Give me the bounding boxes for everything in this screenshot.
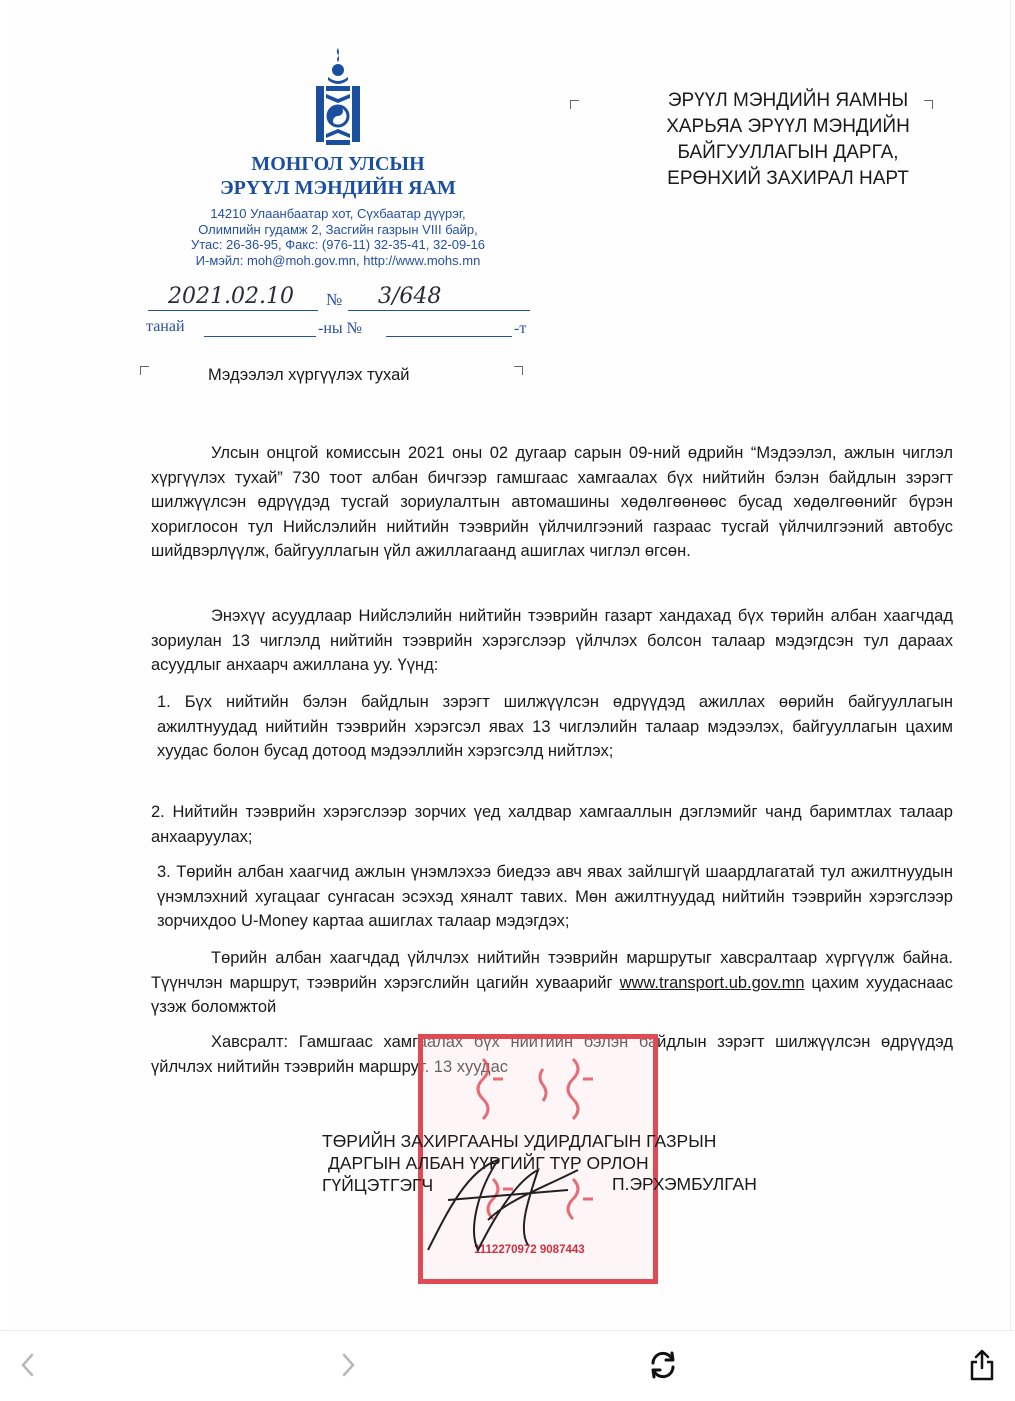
paragraph-3-text: Төрийн албан хаагчдад үйлчлэх нийтийн тээврийн маршрутыг хавсралтаар хүргүүлж байна. Түүнчлэн маршрут, тээврийн хэрэгслийн цагийн хуваарийг	[151, 949, 953, 992]
tanai-label: танай	[146, 318, 185, 335]
signatory-title-line: ГҮЙЦЭТГЭГЧ	[322, 1175, 434, 1195]
address-line: Олимпийн гудамж 2, Засгийн газрын VIII байр,	[198, 221, 478, 237]
bottom-toolbar	[0, 1330, 1015, 1401]
t-label: -т	[514, 320, 527, 337]
list-item-3: 3. Төрийн албан хаагчид ажлын үнэмлэхээ биедээ авч явах зайлшгүй шаардлагатай тул ажилтнуудын үнэмлэхний хугацааг сунгасан эсэхэд хяналт тавих. Мөн ажилтнуудад нийтийн тээврийн хэрэгслээр зорчихдоо U-Money картаа ашиглах талаар мэдэгдэх;	[157, 863, 953, 931]
address-line: И-мэйл: moh@moh.gov.mn, http://www.mohs.mn	[195, 252, 481, 268]
share-icon	[968, 1348, 996, 1382]
recipient-line: ЕРӨНХИЙ ЗАХИРАЛ НАРТ	[667, 168, 909, 189]
soyombo-emblem-icon	[308, 44, 368, 154]
ministry-name	[158, 152, 518, 200]
date-number-line	[148, 284, 533, 314]
list-item-1: 1. Бүх нийтийн бэлэн байдлын зэрэгт шилжүүлсэн өдрүүдэд ажиллах өөрийн байгууллагын ажилтнуудад нийтийн тээврийн хэрэгсэл явах 13 чиглэлийн талаар мэдээлэх, байгууллагын цахим хуудас болон бусад дотоод мэдээллийн хэрэгсэлд нийтлэх;	[157, 693, 953, 761]
reference-line	[146, 318, 536, 340]
refresh-icon	[646, 1348, 680, 1382]
recipient-block	[648, 88, 928, 192]
corner-bracket	[140, 366, 149, 375]
recipient-line: БАЙГУУЛЛАГЫН ДАРГА,	[677, 142, 899, 163]
letter-subject: Мэдээлэл хүргүүлэх тухай	[208, 366, 410, 384]
share-button[interactable]	[960, 1343, 1004, 1387]
signatory-title-line: ТӨРИЙН ЗАХИРГААНЫ УДИРДЛАГЫН ГАЗРЫН	[322, 1131, 717, 1151]
handwritten-signature	[408, 1150, 588, 1260]
paragraph-3-tail: цахим хуудаснаас үзэж боломжтой	[151, 973, 953, 1017]
ministry-name-line2: ЭРҮҮЛ МЭНДИЙН ЯАМ	[220, 177, 456, 199]
signatory-name: П.ЭРХЭМБУЛГАН	[612, 1174, 757, 1194]
ny-label: -ны №	[318, 320, 362, 337]
document-page	[8, 0, 1011, 1330]
forward-button[interactable]	[326, 1343, 370, 1387]
ministry-address	[128, 206, 548, 268]
chevron-right-icon	[338, 1352, 358, 1378]
body-paragraph-1: Улсын онцгой комиссын 2021 оны 02 дугаар сарын 09-ний өдрийн “Мэдээлэл, ажлын чиглэл хүргүүлэх тухай” 730 тоот албан бичгээр гамшгаас хамгаалах бүх нийтийн бэлэн байдлын зэрэгт шилжүүлсэн өдрүүдэд тусгай зориулалтын автомашины хөдөлгөөнөөс бусад хөдөлгөөнийг бүрэн хориглосон тул Нийслэлийн нийтийн тээврийн үйлчилгээний газраас тусгай үйлчилгээний автобус шийдвэрлүүлж, байгууллагын үйл ажиллагаанд ашиглах чиглэл өгсөн.	[151, 444, 953, 561]
address-line: Утас: 26-36-95, Факс: (976-11) 32-35-41, 32-09-16	[190, 237, 486, 252]
list-item-2: 2. Нийтийн тээврийн хэрэгслээр зорчих үед халдвар хамгааллын дэглэмийг чанд баримтлах талаар анхааруулах;	[151, 803, 953, 846]
address-line: 14210 Улаанбаатар хот, Сүхбаатар дүүрэг,	[210, 206, 466, 221]
signatory-title-line: ДАРГЫН АЛБАН ҮҮРГИЙГ ТҮР ОРЛОН	[328, 1153, 649, 1173]
recipient-line: ХАРЬЯА ЭРҮҮЛ МЭНДИЙН	[666, 116, 910, 137]
stamp-number: 1112270972 9087443	[474, 1244, 585, 1256]
refresh-button[interactable]	[641, 1343, 685, 1387]
recipient-line: ЭРҮҮЛ МЭНДИЙН ЯАМНЫ	[667, 90, 909, 111]
number-symbol: №	[326, 290, 343, 309]
corner-bracket	[570, 100, 579, 109]
handwritten-date: 2021.02.10	[168, 284, 294, 309]
chevron-left-icon	[18, 1352, 38, 1378]
attachment-note: Хавсралт: Гамшгаас хамгаалах бүх нийтийн бэлэн байдлын зэрэгт шилжүүлсэн өдрүүдэд үйлчлэх нийтийн тээврийн маршрут. 13 хуудас	[151, 1033, 953, 1076]
body-paragraph-3	[151, 946, 953, 1020]
back-button[interactable]	[6, 1343, 50, 1387]
ministry-name-line1: МОНГОЛ УЛСЫН	[251, 153, 425, 175]
transport-website-link[interactable]: www.transport.ub.gov.mn	[619, 973, 805, 992]
corner-bracket	[514, 366, 523, 375]
handwritten-number: 3/648	[378, 284, 442, 309]
body-paragraph-2: Энэхүү асуудлаар Нийслэлийн нийтийн тээврийн газарт хандахад бүх төрийн албан хаагчдад зориулан 13 чиглэлд нийтийн тээврийн хэрэгслээр үйлчлэх болсон талаар мэдэгдсэн тул дараах асуудлыг анхаарч ажиллана уу. Үүнд:	[151, 607, 953, 675]
